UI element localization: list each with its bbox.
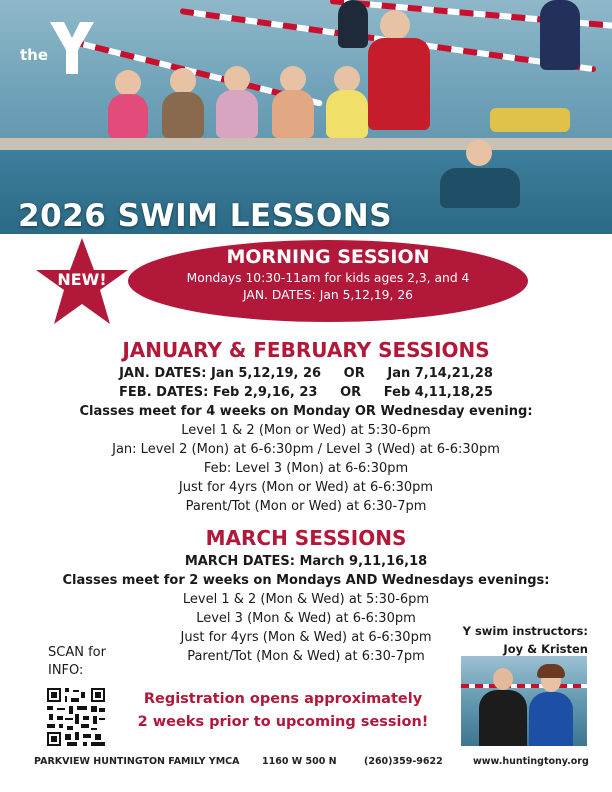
march-schedule-note: Classes meet for 2 weeks on Mondays AND Wednesdays evenings: <box>62 573 550 588</box>
new-badge: NEW! <box>57 270 107 289</box>
march-class-line: Just for 4yrs (Mon & Wed) at 6-6:30pm <box>180 630 432 645</box>
instructors-label-line1: Y swim instructors: <box>462 624 588 638</box>
janfeb-title: JANUARY & FEBRUARY SESSIONS <box>122 338 490 362</box>
scan-label <box>48 644 106 680</box>
morning-session-dates: JAN. DATES: Jan 5,12,19, 26 <box>243 288 413 302</box>
registration-line1: Registration opens approximately <box>143 691 423 707</box>
instructors-photo <box>461 656 587 746</box>
march-class-line: Level 1 & 2 (Mon & Wed) at 5:30-6pm <box>182 592 430 607</box>
qr-code[interactable] <box>47 688 105 746</box>
footer-phone: (260)359-9622 <box>364 756 443 767</box>
janfeb-schedule-note: Classes meet for 4 weeks on Monday OR Wednesday evening: <box>79 404 533 419</box>
jan-dates: JAN. DATES: Jan 5,12,19, 26 OR Jan 7,14,21,28 <box>119 366 493 381</box>
morning-session-title: MORNING SESSION <box>226 246 430 268</box>
scan-label-line1: SCAN for <box>48 645 106 660</box>
registration-note <box>118 688 448 734</box>
footer <box>0 756 612 770</box>
instructors-label-line2: Joy & Kristen <box>503 642 588 656</box>
janfeb-class-line: Level 1 & 2 (Mon or Wed) at 5:30-6pm <box>181 423 431 438</box>
hero-photo <box>0 0 612 234</box>
march-class-line: Level 3 (Mon & Wed) at 6-6:30pm <box>196 611 416 626</box>
instructors-label <box>458 622 588 658</box>
footer-website[interactable]: www.huntingtony.org <box>473 756 589 767</box>
morning-session-oval <box>128 240 528 322</box>
ymca-logo <box>20 20 98 76</box>
feb-dates: FEB. DATES: Feb 2,9,16, 23 OR Feb 4,11,18,25 <box>119 385 493 400</box>
registration-line2: 2 weeks prior to upcoming session! <box>137 714 429 730</box>
footer-address: 1160 W 500 N <box>262 756 337 767</box>
footer-org: PARKVIEW HUNTINGTON FAMILY YMCA <box>34 756 240 767</box>
janfeb-class-line: Parent/Tot (Mon or Wed) at 6:30-7pm <box>185 499 427 514</box>
logo-the-text: the <box>20 46 49 64</box>
janfeb-class-line: Jan: Level 2 (Mon) at 6-6:30pm / Level 3 (Wed) at 6-6:30pm <box>112 442 500 457</box>
janfeb-class-line: Just for 4yrs (Mon or Wed) at 6-6:30pm <box>178 480 434 495</box>
page-title: 2026 SWIM LESSONS <box>18 198 393 234</box>
march-title: MARCH SESSIONS <box>205 526 407 550</box>
ymca-y-icon <box>20 20 98 76</box>
scan-label-line2: INFO: <box>48 663 84 678</box>
march-class-line: Parent/Tot (Mon & Wed) at 6:30-7pm <box>187 649 425 664</box>
janfeb-class-line: Feb: Level 3 (Mon) at 6-6:30pm <box>203 461 409 476</box>
march-dates: MARCH DATES: March 9,11,16,18 <box>184 554 428 569</box>
morning-session-time: Mondays 10:30-11am for kids ages 2,3, and 4 <box>186 271 470 285</box>
